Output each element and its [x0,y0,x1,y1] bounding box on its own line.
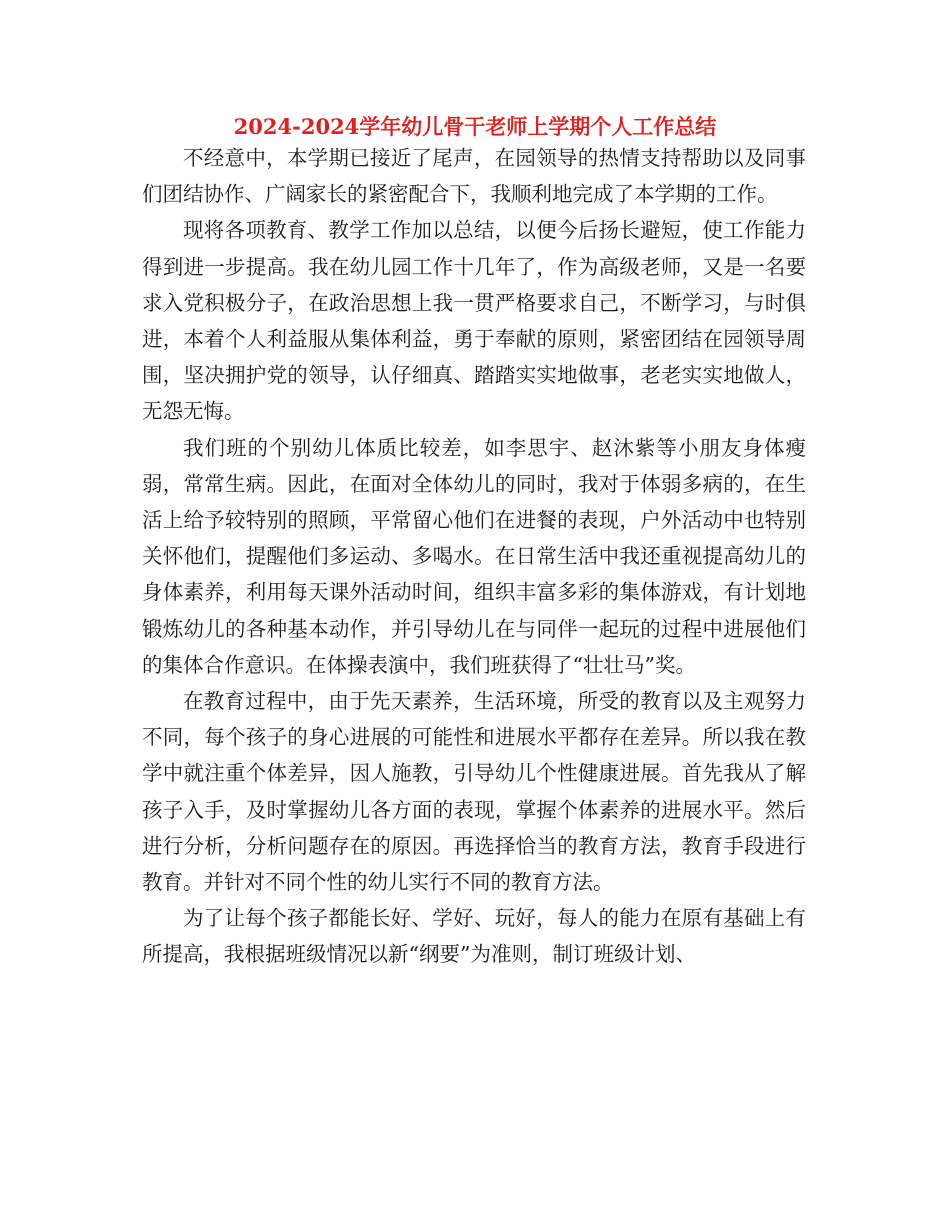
document-body [142,140,806,973]
paragraph-5: 为了让每个孩子都能长好、学好、玩好，每人的能力在原有基础上有所提高，我根据班级情况以新“纲要”为准则，制订班级计划、 [142,906,806,967]
document-title: 2024-2024学年幼儿骨干老师上学期个人工作总结 [233,114,717,139]
paragraph-2: 现将各项教育、教学工作加以总结，以便今后扬长避短，使工作能力得到进一步提高。我在幼儿园工作十几年了，作为高级老师，又是一名要求入党积极分子，在政治思想上我一贯严格要求自己，不断学习，与时俱进，本着个人利益服从集体利益，勇于奉献的原则，紧密团结在园领导周围，坚决拥护党的领导，认仔细真、踏踏实实地做事，老老实实地做人，无怨无悔。 [142,218,806,424]
paragraph-3: 我们班的个别幼儿体质比较差，如李思宇、赵沐紫等小朋友身体瘦弱，常常生病。因此，在面对全体幼儿的同时，我对于体弱多病的，在生活上给予较特别的照顾，平常留心他们在进餐的表现，户外活动中也特别关怀他们，提醒他们多运动、多喝水。在日常生活中我还重视提高幼儿的身体素养，利用每天课外活动时间，组织丰富多彩的集体游戏，有计划地锻炼幼儿的各种基本动作，并引导幼儿在与同伴一起玩的过程中进展他们的集体合作意识。在体操表演中，我们班获得了“壮壮马”奖。 [142,435,806,677]
paragraph-4: 在教育过程中，由于先天素养，生活环境，所受的教育以及主观努力不同，每个孩子的身心进展的可能性和进展水平都存在差异。所以我在教学中就注重个体差异，因人施教，引导幼儿个性健康进展。首先我从了解孩子入手，及时掌握幼儿各方面的表现，掌握个体素养的进展水平。然后进行分析，分析问题存在的原因。再选择恰当的教育方法，教育手段进行教育。并针对不同个性的幼儿实行不同的教育方法。 [142,689,806,895]
paragraph-1: 不经意中，本学期已接近了尾声，在园领导的热情支持帮助以及同事们团结协作、广阔家长的紧密配合下，我顺利地完成了本学期的工作。 [142,146,806,207]
